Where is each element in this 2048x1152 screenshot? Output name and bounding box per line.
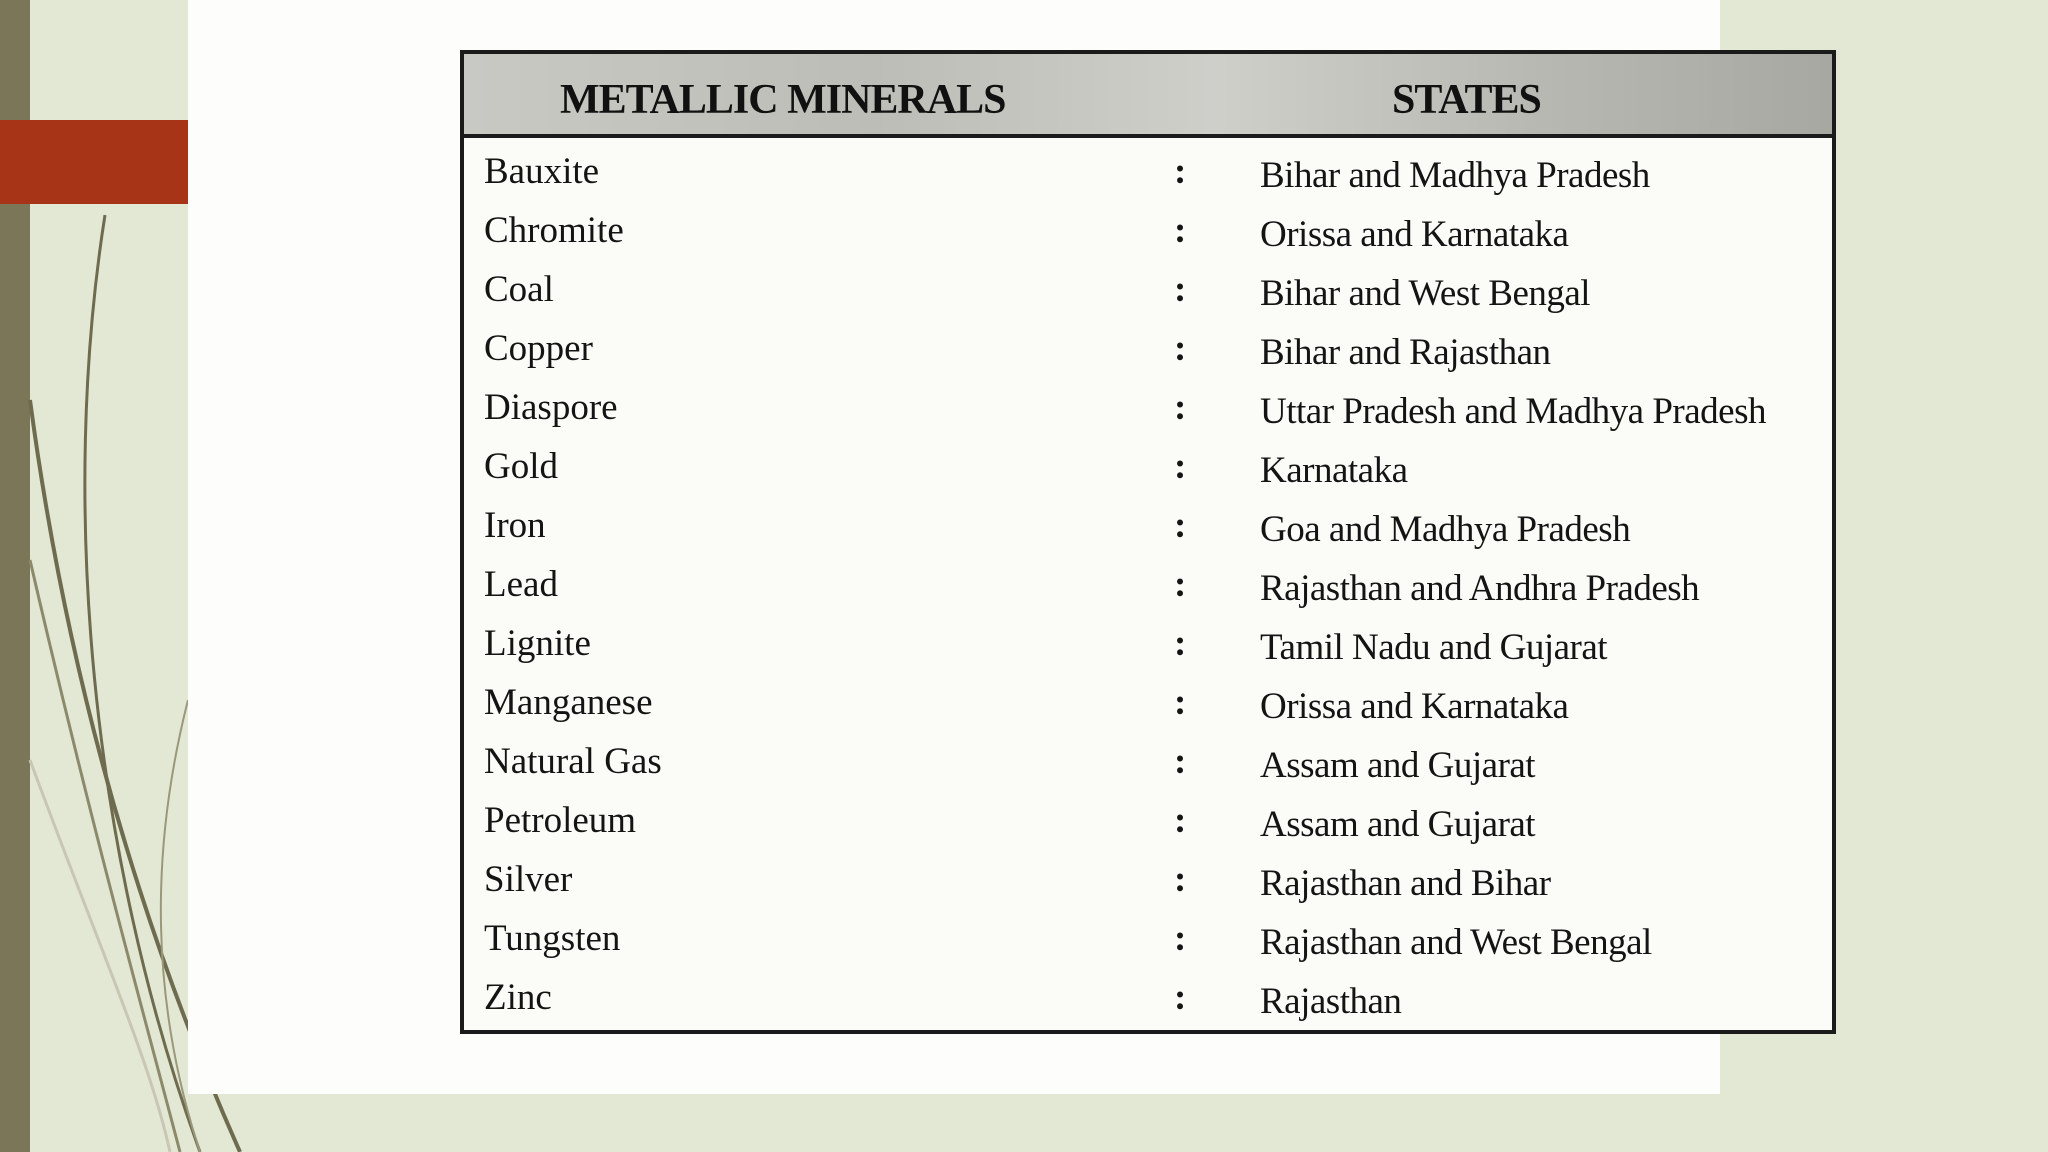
header-metallic-minerals: METALLIC MINERALS <box>560 77 1006 123</box>
mineral-states: Bihar and Rajasthan <box>1260 332 1551 373</box>
mineral-states: Assam and Gujarat <box>1260 745 1536 786</box>
table-row <box>464 386 1832 445</box>
table-row <box>464 681 1832 740</box>
table-row <box>464 976 1832 1035</box>
mineral-states: Assam and Gujarat <box>1260 804 1536 845</box>
row-separator: : <box>1174 446 1187 487</box>
row-separator: : <box>1174 977 1187 1018</box>
mineral-name: Bauxite <box>484 151 600 192</box>
table-row <box>464 327 1832 386</box>
row-separator: : <box>1174 328 1187 369</box>
mineral-states: Rajasthan and Andhra Pradesh <box>1260 568 1700 609</box>
mineral-name: Silver <box>484 859 573 900</box>
table-row <box>464 740 1832 799</box>
mineral-name: Manganese <box>484 682 653 723</box>
row-separator: : <box>1174 682 1187 723</box>
mineral-name: Petroleum <box>484 800 637 841</box>
table-header <box>464 54 1832 138</box>
row-separator: : <box>1174 859 1187 900</box>
mineral-name: Diaspore <box>484 387 618 428</box>
row-separator: : <box>1174 210 1187 251</box>
minerals-table <box>460 50 1836 1034</box>
table-row <box>464 209 1832 268</box>
table-row <box>464 504 1832 563</box>
row-separator: : <box>1174 741 1187 782</box>
table-row <box>464 917 1832 976</box>
row-separator: : <box>1174 800 1187 841</box>
row-separator: : <box>1174 269 1187 310</box>
mineral-name: Coal <box>484 269 554 310</box>
table-row <box>464 858 1832 917</box>
table-row <box>464 268 1832 327</box>
row-separator: : <box>1174 387 1187 428</box>
mineral-name: Copper <box>484 328 593 369</box>
row-separator: : <box>1174 564 1187 605</box>
row-separator: : <box>1174 505 1187 546</box>
mineral-states: Bihar and Madhya Pradesh <box>1260 155 1650 196</box>
mineral-states: Orissa and Karnataka <box>1260 686 1569 727</box>
mineral-states: Karnataka <box>1260 450 1408 491</box>
mineral-states: Rajasthan and Bihar <box>1260 863 1551 904</box>
mineral-states: Tamil Nadu and Gujarat <box>1260 627 1608 668</box>
mineral-name: Chromite <box>484 210 624 251</box>
mineral-name: Lead <box>484 564 558 605</box>
row-separator: : <box>1174 623 1187 664</box>
mineral-name: Gold <box>484 446 558 487</box>
row-separator: : <box>1174 151 1187 192</box>
table-row <box>464 799 1832 858</box>
table-row <box>464 445 1832 504</box>
table-row <box>464 622 1832 681</box>
row-separator: : <box>1174 918 1187 959</box>
mineral-name: Tungsten <box>484 918 621 959</box>
scanned-page <box>188 0 1766 1094</box>
mineral-states: Orissa and Karnataka <box>1260 214 1569 255</box>
mineral-name: Iron <box>484 505 546 546</box>
mineral-states: Bihar and West Bengal <box>1260 273 1591 314</box>
mineral-name: Lignite <box>484 623 591 664</box>
table-row <box>464 563 1832 622</box>
slide-accent-block <box>0 120 188 204</box>
mineral-states: Rajasthan and West Bengal <box>1260 922 1652 963</box>
mineral-name: Natural Gas <box>484 741 662 782</box>
mineral-states: Goa and Madhya Pradesh <box>1260 509 1631 550</box>
header-states: STATES <box>1392 77 1541 123</box>
table-row <box>464 150 1832 209</box>
mineral-name: Zinc <box>484 977 552 1018</box>
mineral-states: Rajasthan <box>1260 981 1402 1022</box>
mineral-states: Uttar Pradesh and Madhya Pradesh <box>1260 391 1766 432</box>
